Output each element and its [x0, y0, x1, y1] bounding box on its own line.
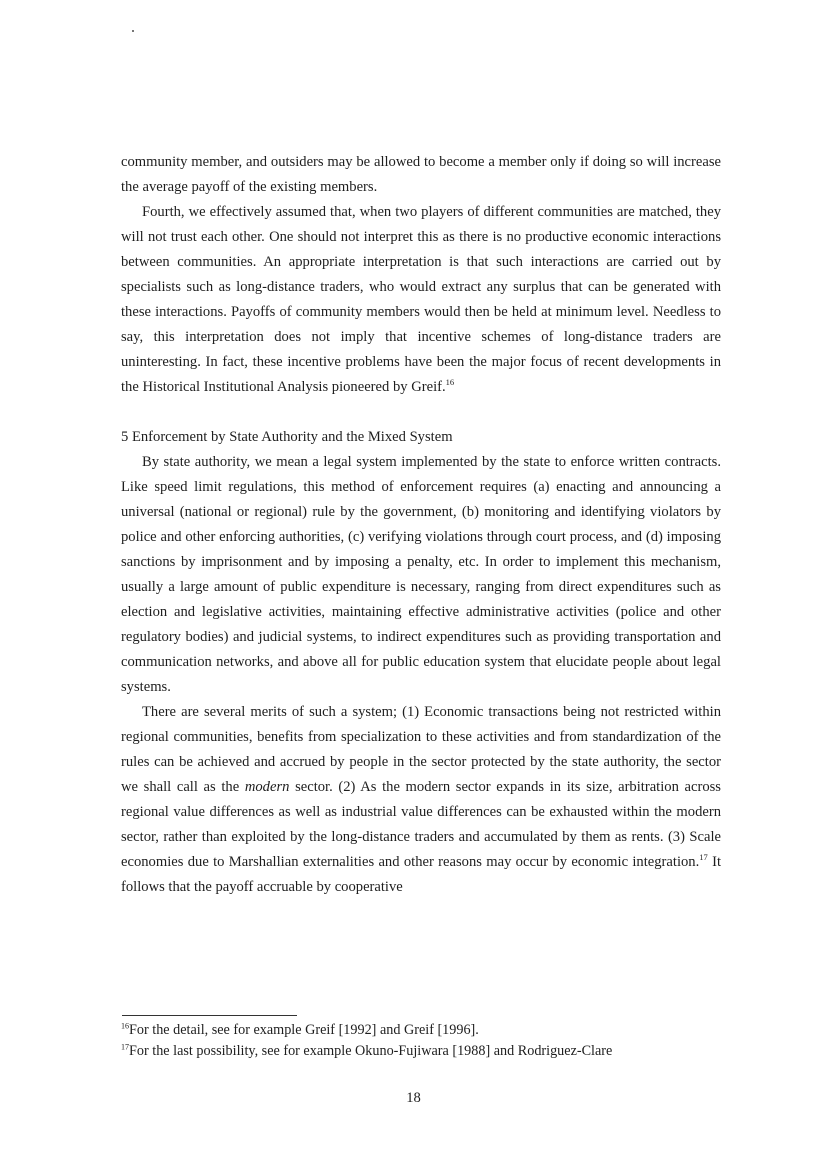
footnotes	[121, 1020, 721, 1062]
merits-text-b: sector. (2) As the modern sector expands in its size, arbitration across regional value differences as well as industrial value differences can be exhausted within the modern sector, rather than exploited by the long-distance traders and accumulated by them as rents. (3) Scale economies due to Marshallian externalities and other reasons may occur by economic integration.	[121, 779, 721, 870]
section-heading: 5 Enforcement by State Authority and the Mixed System	[121, 429, 453, 445]
paragraph-state-authority: By state authority, we mean a legal system implemented by the state to enforce written contracts. Like speed limit regulations, this method of enforcement requires (a) enacting and announcing a universal (national or regional) rule by the government, (b) monitoring and identifying violators by police and other enforcing authorities, (c) verifying violations through court process, and (d) imposing sanctions by imprisonment and by imposing a penalty, etc. In order to implement this mechanism, usually a large amount of public expenditure is necessary, ranging from direct expenditures such as election and legislative activities, maintaining effective administrative activities (police and other regulatory bodies) and judicial systems, to indirect expenditures such as providing transportation and communication networks, and above all for public education system that elucidate people about legal systems.	[121, 454, 721, 695]
footnote-mark: 17	[121, 1042, 129, 1052]
body-text	[121, 150, 721, 900]
paragraph-fourth	[121, 200, 721, 400]
page-number: 18	[406, 1090, 421, 1106]
footnote-17	[121, 1041, 721, 1062]
footnote-ref-16[interactable]: 16	[445, 377, 455, 388]
scan-speck	[132, 30, 134, 32]
merits-text-a: There are several merits of such a system; (1) Economic transactions being not restricted within regional communities, benefits from specialization to these activities and from standardization of the rules can be achieved and accrued by people in the sector protected by the state authority, the sector we shall call as the	[121, 704, 721, 795]
paragraph-fourth-text: Fourth, we effectively assumed that, when two players of different communities are matched, they will not trust each other. One should not interpret this as there is no productive economic interactions between communities. An appropriate interpretation is that such interactions are carried out by specialists such as long-distance traders, who would extract any surplus that can be generated with these interactions. Payoffs of community members would then be held at minimum level. Needless to say, this interpretation does not imply that incentive schemes of long-distance traders are uninteresting. In fact, these incentive problems have been the major focus of recent developments in the Historical Institutional Analysis pioneered by Greif.	[121, 204, 721, 395]
footnote-mark: 16	[121, 1021, 129, 1031]
footnote-text: For the detail, see for example Greif [1992] and Greif [1996].	[129, 1022, 479, 1038]
merits-text-c: It follows that the payoff accruable by cooperative	[121, 854, 721, 895]
footnote-ref-17[interactable]: 17	[699, 852, 708, 863]
paragraph-merits	[121, 700, 721, 900]
footnote-16	[121, 1020, 721, 1041]
footnote-divider	[122, 1015, 297, 1016]
merits-italic-term: modern	[244, 779, 290, 795]
paragraph-continuation: community member, and outsiders may be allowed to become a member only if doing so will increase the average payoff of the existing members.	[121, 154, 721, 195]
footnote-text: For the last possibility, see for example Okuno-Fujiwara [1988] and Rodriguez-Clare	[129, 1043, 613, 1059]
